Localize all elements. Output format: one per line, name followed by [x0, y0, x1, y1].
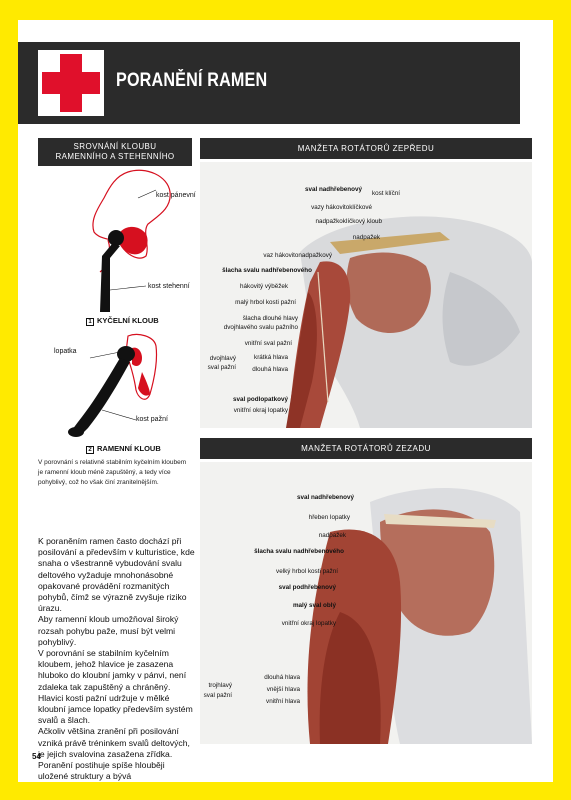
shoulder-joint-caption: 2 RAMENNÍ KLOUB: [86, 444, 161, 454]
back-label-supraspinatus-tendon: šlacha svalu nadhřebenového: [254, 548, 344, 555]
paragraph-2: Aby ramenní kloub umožňoval široký rozsah pohybu paže, musí být velmi pohyblivý.: [38, 614, 179, 647]
label-femur: kost stehenní: [148, 283, 190, 290]
back-label-supraspinatus: sval nadhřebenový: [296, 494, 354, 501]
paragraph-3: V porovnání se stabilním kyčelním kloubem, jehož hlavice je zasazena hluboko do kloubní jamky v pánvi, není zdaleka tak zapuštěný a chráněný. Hlavici kosti pažní udržuje v mělké kloubní jamce lopatky především systém svalů a šlach.: [38, 648, 193, 726]
front-label-acromioclavicular: nadpažkoklíčkový kloub: [315, 218, 382, 225]
front-panel-heading: MANŽETA ROTÁTORŮ ZEPŘEDU: [200, 138, 532, 159]
article-body: [38, 536, 196, 782]
front-label-biceps-tendon-1: šlacha dlouhé hlavy: [242, 315, 298, 322]
back-label-lateral-head: vnější hlava: [266, 686, 300, 693]
front-label-inner-arm: vnitřní sval pažní: [244, 340, 292, 347]
back-label-medial-head: vnitřní hlava: [266, 698, 300, 705]
front-label-biceps-tendon-2: dvojhlavého svalu pažního: [223, 324, 298, 331]
rotator-cuff-back-panel: [200, 438, 532, 705]
back-label-spine: hřeben lopatky: [308, 514, 350, 521]
back-label-acromion: nadpažek: [318, 532, 346, 539]
back-label-triceps-1: trojhlavý: [208, 682, 232, 689]
front-label-coracoacromial: vaz hákovitonadpažkový: [263, 252, 332, 259]
label-humerus: kost pažní: [136, 416, 168, 423]
front-label-coracoid: hákovitý výběžek: [240, 283, 288, 290]
front-label-long-head: dlouhá hlava: [252, 366, 288, 373]
front-anatomy-drawing: [200, 162, 532, 428]
front-label-biceps-1: dvojhlavý: [209, 355, 236, 362]
paragraph-4: Ačkoliv většina zranění při posilování vzniká právě tréninkem svalů deltových, je jejich svalovina zasažena zřídka. Poranění postihuje spíše hlouběji uložené struktury a bývá: [38, 726, 190, 782]
front-label-lesser-tubercle: malý hrbol kosti pažní: [235, 299, 296, 306]
joint-comparison-note: V porovnání s relativně stabilním kyčelním kloubem je ramenní kloub méně zapuštěný, a tedy více pohyblivý, což ho však činí zranitelnějším.: [38, 459, 187, 486]
back-label-infraspinatus: sval podhřebenový: [278, 584, 336, 591]
back-anatomy-drawing: [200, 462, 532, 744]
back-anatomy-illustration: [200, 462, 532, 744]
back-label-teres-minor: malý sval oblý: [292, 602, 336, 609]
paragraph-1: K poraněním ramen často dochází při posilování a především v kulturistice, kde snaha o všestranně vybudování svalu deltového vyžaduje mnohonásobné opakované provádění rozmanitých pohybů, čímž se výrazně zvyšuje riziko úrazu.: [38, 536, 195, 614]
back-panel-heading: MANŽETA ROTÁTORŮ ZEZADU: [200, 438, 532, 459]
front-label-short-head: krátká hlava: [254, 354, 288, 361]
front-label-acromion: nadpažek: [352, 234, 380, 241]
joint-comparison-panel: [38, 138, 196, 520]
front-label-coracoclavicular: vazy hákovitoklíčkové: [311, 204, 372, 211]
back-label-long-head: dlouhá hlava: [264, 674, 300, 681]
page-header: [18, 42, 520, 124]
front-label-clavicle: kost klíční: [372, 190, 400, 197]
back-label-greater-tubercle: velký hrbol kosti pažní: [276, 568, 338, 575]
front-label-biceps-2: sval pažní: [207, 364, 236, 371]
front-label-subscapularis: sval podlopatkový: [233, 396, 288, 403]
label-pelvis: kost pánevní: [156, 192, 196, 199]
hip-joint-caption: 1 KYČELNÍ KLOUB: [86, 316, 159, 326]
page-title: PORANĚNÍ RAMEN: [116, 70, 268, 91]
front-label-medial-border: vnitřní okraj lopatky: [233, 407, 288, 414]
back-label-triceps-2: sval pažní: [203, 692, 232, 699]
label-scapula: lopatka: [54, 348, 77, 355]
front-label-supraspinatus-tendon: šlacha svalu nadhřebenového: [222, 267, 312, 274]
joint-comparison-heading: SROVNÁNÍ KLOUBU RAMENNÍHO A STEHENNÍHO: [38, 138, 192, 166]
rotator-cuff-front-panel: [200, 138, 532, 414]
red-cross-icon: [38, 50, 104, 116]
front-label-supraspinatus: sval nadhřebenový: [304, 186, 362, 193]
back-label-medial-border: vnitřní okraj lopatky: [281, 620, 336, 627]
front-anatomy-illustration: [200, 162, 532, 428]
page-number: 54: [32, 752, 41, 761]
hip-joint-illustration: [38, 162, 192, 322]
